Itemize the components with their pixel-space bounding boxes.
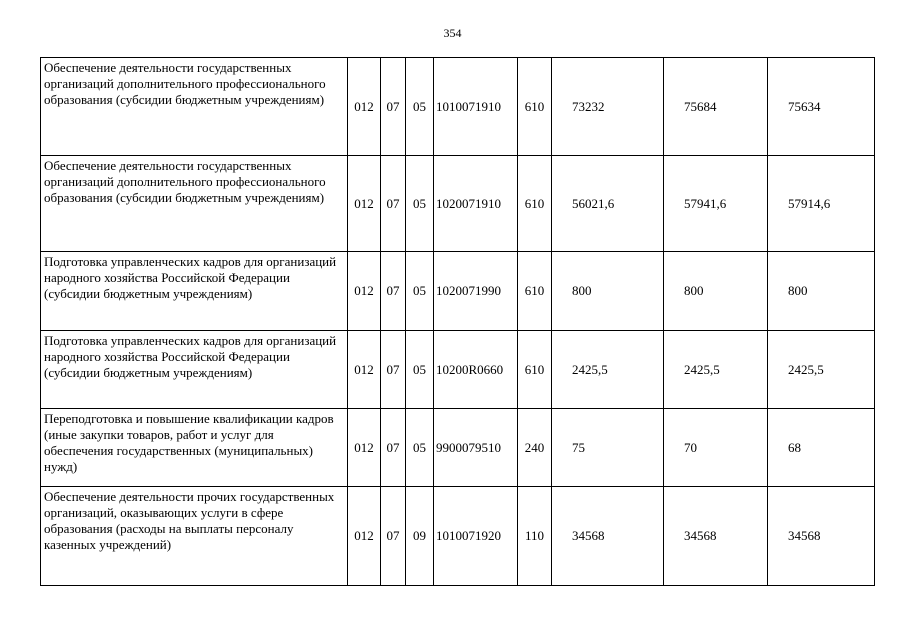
target-article-cell: 10200R0660 — [434, 331, 518, 409]
expense-type-cell: 610 — [518, 252, 552, 331]
subsection-code-cell: 05 — [406, 58, 434, 156]
expense-type-cell: 610 — [518, 156, 552, 252]
section-code-cell: 07 — [381, 487, 406, 586]
amount-1-cell: 56021,6 — [552, 156, 664, 252]
amount-3-cell: 800 — [768, 252, 875, 331]
table-row — [41, 331, 875, 409]
target-article-cell: 1010071920 — [434, 487, 518, 586]
subsection-code-cell: 05 — [406, 331, 434, 409]
ministry-code-cell: 012 — [348, 58, 381, 156]
ministry-code-cell: 012 — [348, 331, 381, 409]
amount-1-cell: 800 — [552, 252, 664, 331]
page-number: 354 — [443, 26, 462, 40]
amount-1-cell: 73232 — [552, 58, 664, 156]
description-cell: Подготовка управленческих кадров для организаций народного хозяйства Российской Федерации (субсидии бюджетным учреждениям) — [41, 331, 348, 409]
table-row — [41, 58, 875, 156]
budget-table — [40, 57, 875, 586]
description-cell: Переподготовка и повышение квалификации кадров (иные закупки товаров, работ и услуг для обеспечения государственных (муниципальных) нужд) — [41, 409, 348, 487]
target-article-cell: 1020071990 — [434, 252, 518, 331]
expense-type-cell: 610 — [518, 331, 552, 409]
subsection-code-cell: 09 — [406, 487, 434, 586]
section-code-cell: 07 — [381, 409, 406, 487]
amount-1-cell: 75 — [552, 409, 664, 487]
ministry-code-cell: 012 — [348, 409, 381, 487]
description-cell: Обеспечение деятельности государственных организаций дополнительного профессионального образования (субсидии бюджетным учреждениям) — [41, 156, 348, 252]
description-cell: Обеспечение деятельности государственных организаций дополнительного профессионального образования (субсидии бюджетным учреждениям) — [41, 58, 348, 156]
subsection-code-cell: 05 — [406, 252, 434, 331]
ministry-code-cell: 012 — [348, 156, 381, 252]
section-code-cell: 07 — [381, 58, 406, 156]
amount-2-cell: 70 — [664, 409, 768, 487]
target-article-cell: 9900079510 — [434, 409, 518, 487]
target-article-cell: 1020071910 — [434, 156, 518, 252]
amount-2-cell: 57941,6 — [664, 156, 768, 252]
target-article-cell: 1010071910 — [434, 58, 518, 156]
table-row — [41, 156, 875, 252]
section-code-cell: 07 — [381, 331, 406, 409]
ministry-code-cell: 012 — [348, 487, 381, 586]
description-cell: Подготовка управленческих кадров для организаций народного хозяйства Российской Федерации (субсидии бюджетным учреждениям) — [41, 252, 348, 331]
table-row — [41, 487, 875, 586]
table-row — [41, 409, 875, 487]
ministry-code-cell: 012 — [348, 252, 381, 331]
amount-3-cell: 75634 — [768, 58, 875, 156]
description-cell: Обеспечение деятельности прочих государственных организаций, оказывающих услуги в сфере образования (расходы на выплаты персоналу казенных учреждений) — [41, 487, 348, 586]
table-body — [41, 58, 875, 586]
subsection-code-cell: 05 — [406, 409, 434, 487]
amount-2-cell: 2425,5 — [664, 331, 768, 409]
expense-type-cell: 610 — [518, 58, 552, 156]
section-code-cell: 07 — [381, 252, 406, 331]
amount-1-cell: 2425,5 — [552, 331, 664, 409]
amount-2-cell: 75684 — [664, 58, 768, 156]
amount-3-cell: 68 — [768, 409, 875, 487]
amount-3-cell: 2425,5 — [768, 331, 875, 409]
table-row — [41, 252, 875, 331]
subsection-code-cell: 05 — [406, 156, 434, 252]
amount-3-cell: 57914,6 — [768, 156, 875, 252]
amount-3-cell: 34568 — [768, 487, 875, 586]
amount-2-cell: 800 — [664, 252, 768, 331]
expense-type-cell: 240 — [518, 409, 552, 487]
amount-1-cell: 34568 — [552, 487, 664, 586]
amount-2-cell: 34568 — [664, 487, 768, 586]
expense-type-cell: 110 — [518, 487, 552, 586]
section-code-cell: 07 — [381, 156, 406, 252]
